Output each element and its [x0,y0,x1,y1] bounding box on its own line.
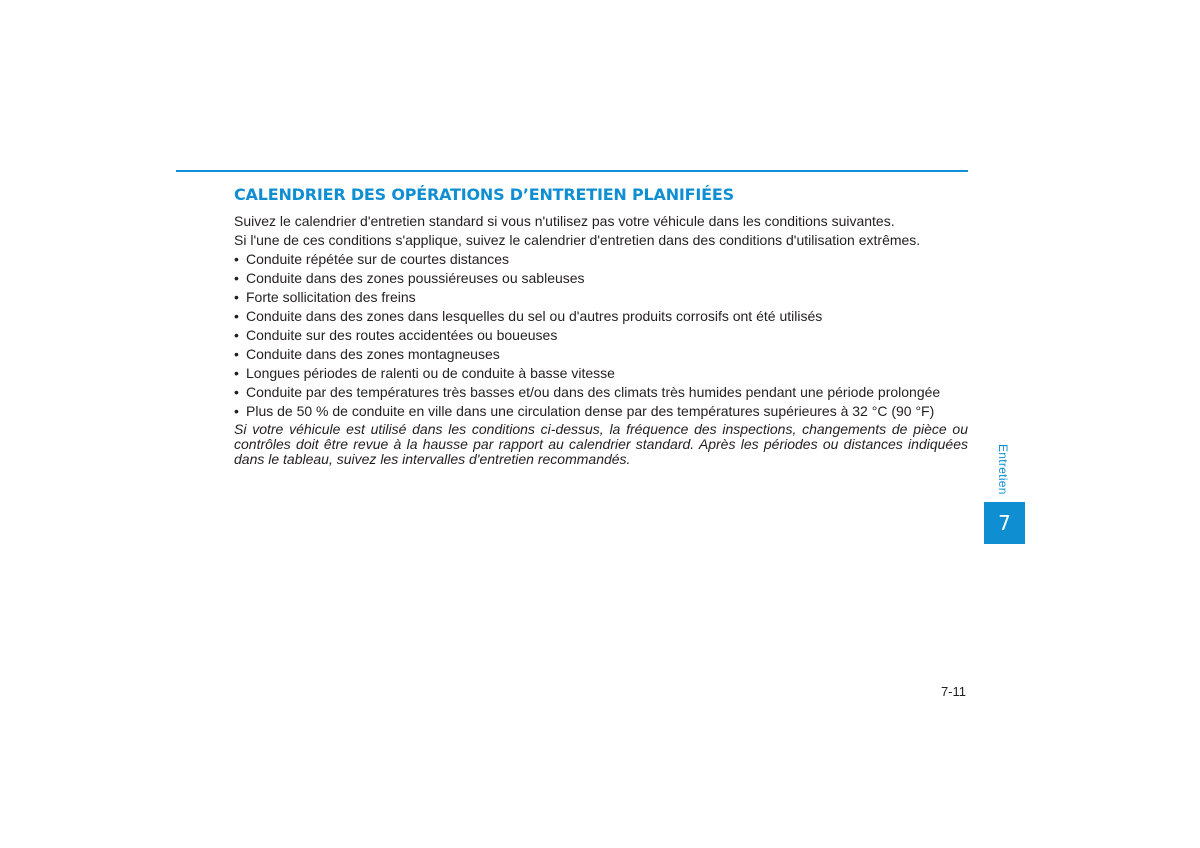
page-number: 7-11 [940,684,966,699]
list-item-text: Conduite dans des zones poussiéreuses ou sableuses [246,270,585,286]
bullet-icon: • [234,346,239,362]
list-item-text: Plus de 50 % de conduite en ville dans une circulation dense par des températures supérieures à 32 °C (90 °F) [246,403,935,419]
bullet-icon: • [234,251,239,267]
list-item [234,288,968,307]
bullet-icon: • [234,365,239,381]
list-item [234,383,968,402]
list-item [234,345,968,364]
italic-note: Si votre véhicule est utilisé dans les conditions ci-dessus, la fréquence des inspections, changements de pièce ou contrôles doit être revue à la hausse par rapport au calendrier standard. Après les périodes ou distances indiquées dans le tableau, suivez les intervalles d'entretien recommandés. [234,421,968,467]
bullet-icon: • [234,289,239,305]
bullet-icon: • [234,270,239,286]
list-item-text: Conduite dans des zones montagneuses [246,346,500,362]
conditions-list [234,250,968,421]
section-title: CALENDRIER DES OPÉRATIONS D’ENTRETIEN PLANIFIÉES [234,185,734,204]
bullet-icon: • [234,327,239,343]
list-item-text: Conduite par des températures très basses et/ou dans des climats très humides pendant une période prolongée [246,384,941,400]
section-content [234,184,968,467]
list-item [234,326,968,345]
list-item-text: Conduite sur des routes accidentées ou boueuses [246,327,558,343]
list-item [234,402,968,421]
chapter-side-label: Entretien [996,444,1010,495]
intro-paragraph-1: Suivez le calendrier d'entretien standard si vous n'utilisez pas votre véhicule dans les conditions suivantes. [234,213,895,229]
intro-paragraph-2: Si l'une de ces conditions s'applique, suivez le calendrier d'entretien dans des conditions d'utilisation extrêmes. [234,232,921,248]
list-item [234,307,968,326]
list-item-text: Conduite dans des zones dans lesquelles du sel ou d'autres produits corrosifs ont été utilisés [246,308,823,324]
list-item-text: Forte sollicitation des freins [246,289,416,305]
list-item [234,250,968,269]
bullet-icon: • [234,308,239,324]
list-item-text: Conduite répétée sur de courtes distances [246,251,510,267]
list-item [234,364,968,383]
bullet-icon: • [234,403,239,419]
chapter-number-tab: 7 [984,502,1025,544]
header-rule [176,170,968,172]
list-item-text: Longues périodes de ralenti ou de conduite à basse vitesse [246,365,615,381]
bullet-icon: • [234,384,239,400]
list-item [234,269,968,288]
